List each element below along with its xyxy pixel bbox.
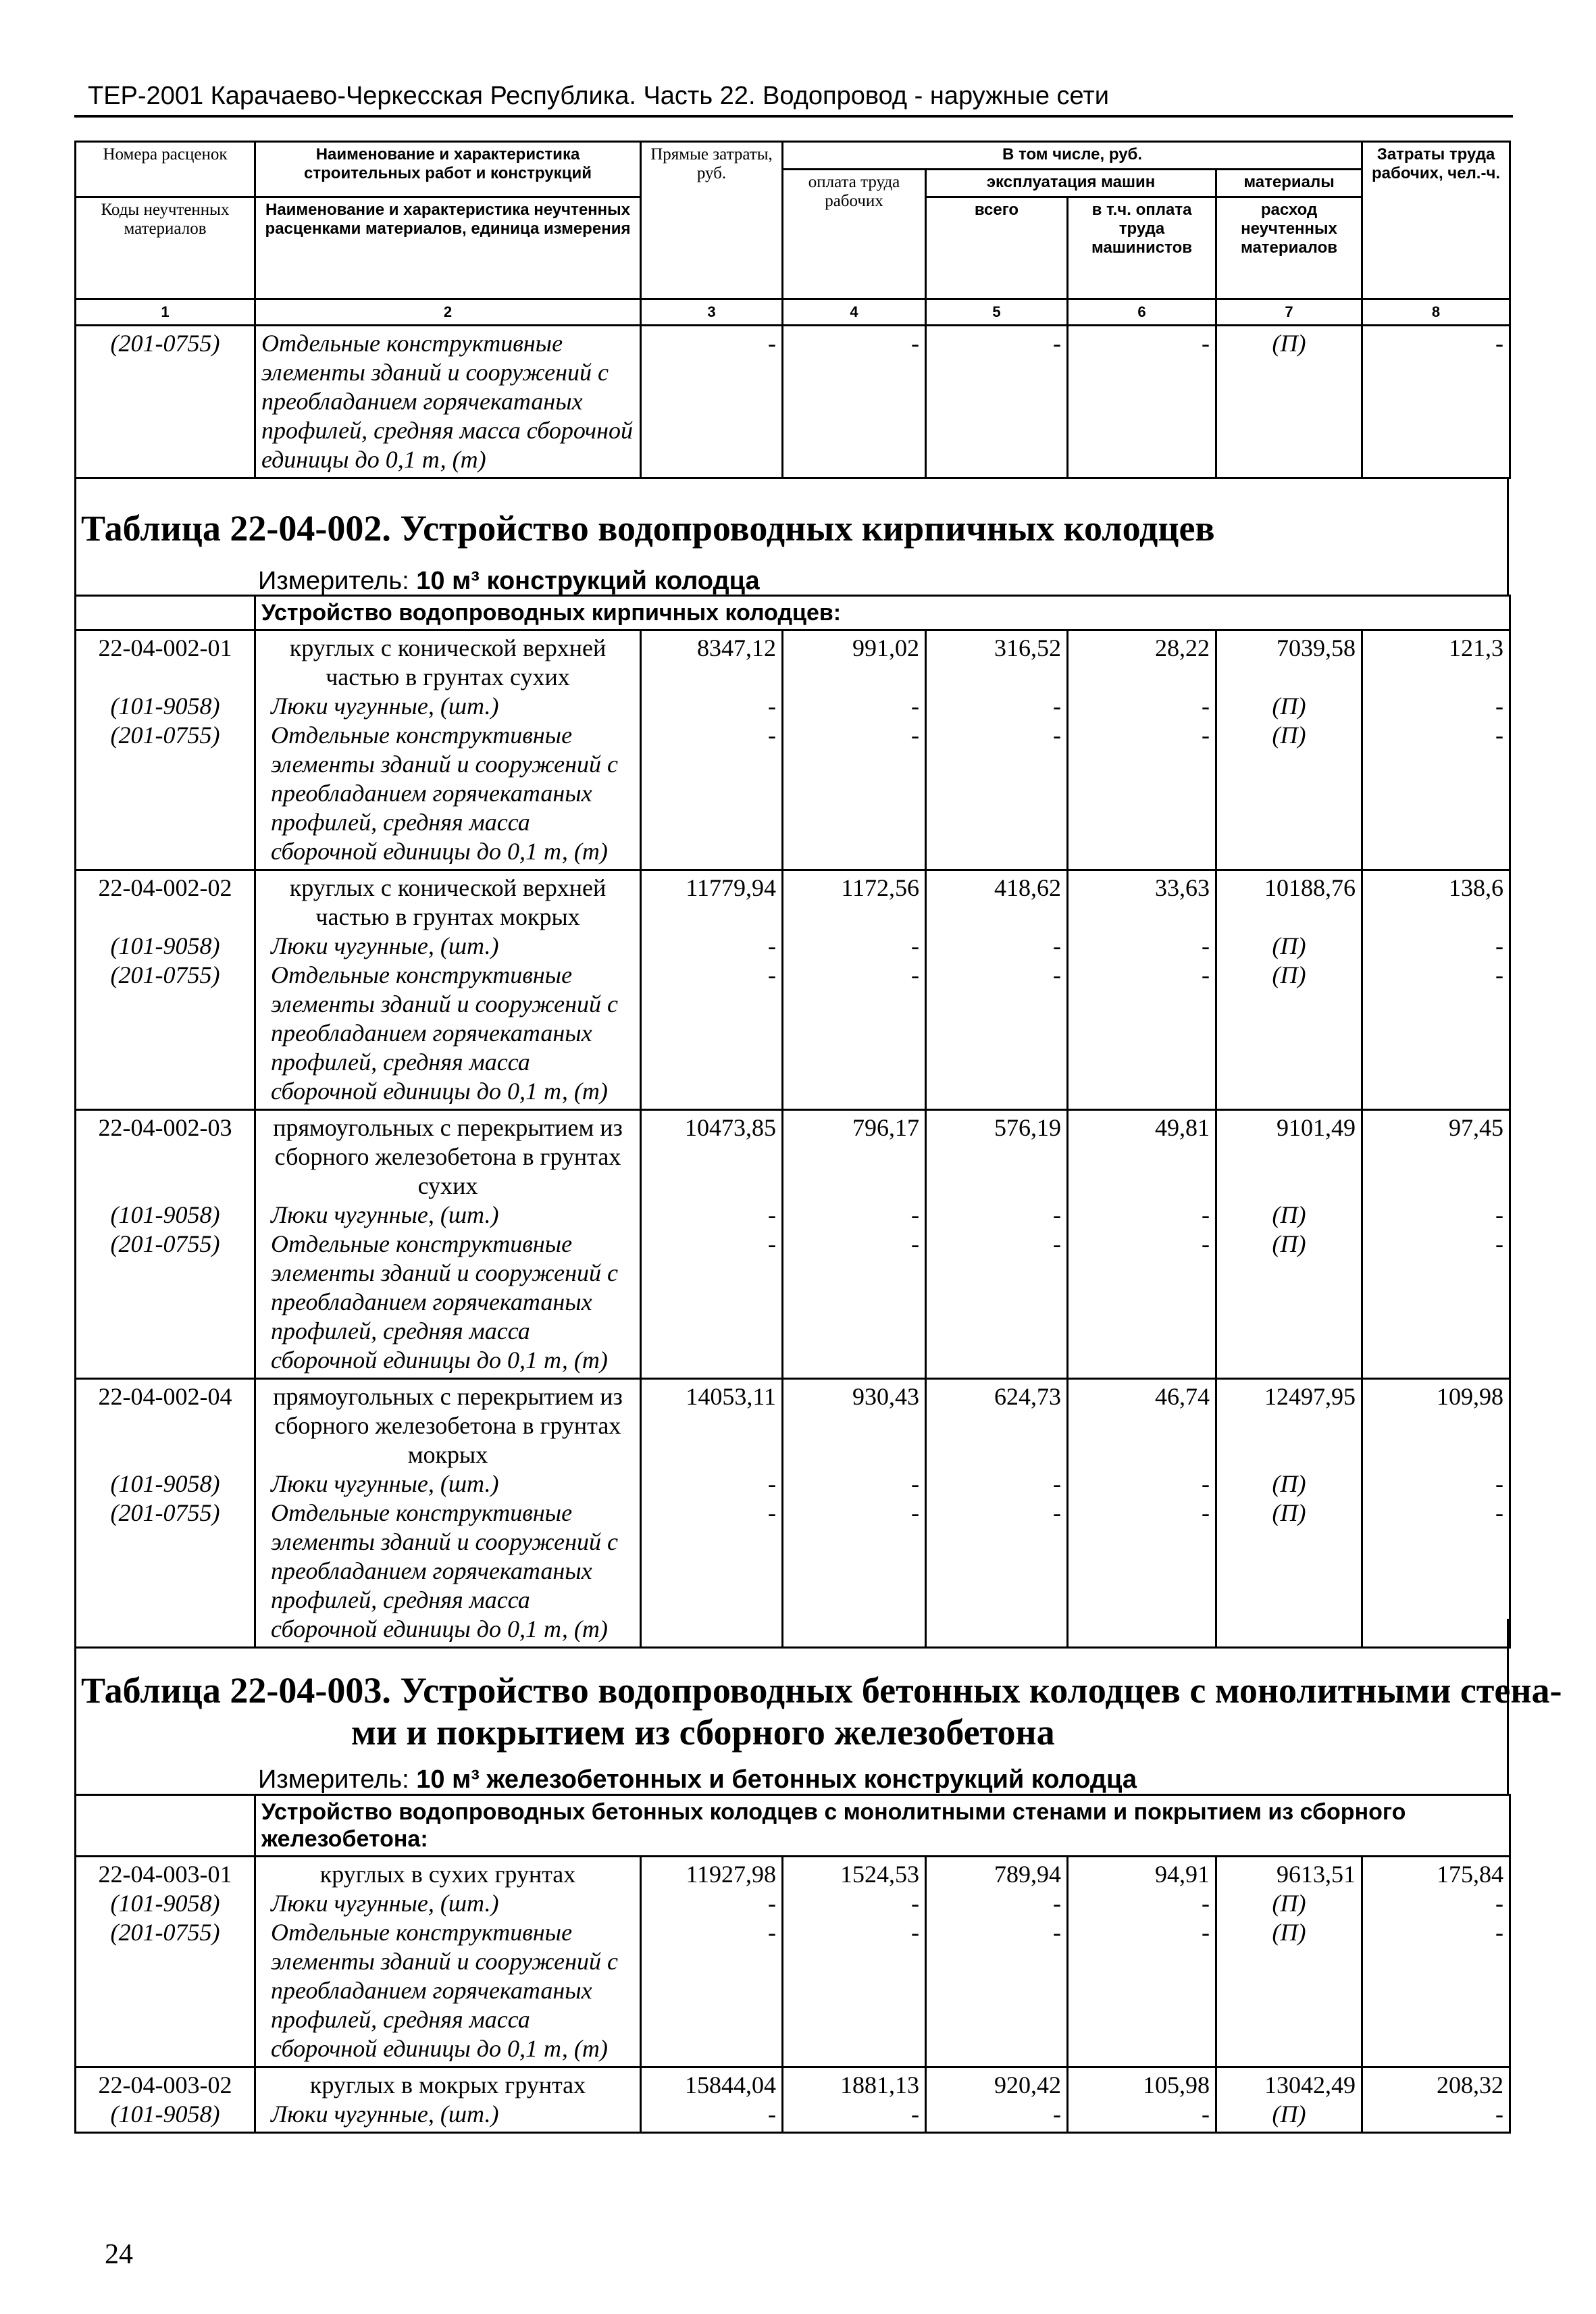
labor-cost — [783, 1857, 926, 2067]
material-name: Люки чугунные, (шт.) — [271, 1201, 499, 1228]
meter-label: Измеритель: — [258, 1765, 409, 1794]
material-cost-value: 10188,76 — [1264, 874, 1356, 901]
material-cost — [1216, 1857, 1362, 2067]
header-table — [74, 141, 1511, 479]
work-name: круглых с конической верхней частью в грунтах сухих — [289, 634, 607, 690]
dash-cell: - — [1495, 1470, 1504, 1497]
dash-cell: - — [1202, 722, 1210, 749]
dash-cell: - — [783, 326, 926, 478]
table3-title-line2: ми и покрытием из сборного железобетона — [351, 1712, 1055, 1753]
dash-cell: - — [1202, 932, 1210, 959]
spacer — [932, 903, 1061, 932]
labor-hours — [1362, 1379, 1510, 1648]
machine-cost-value: 920,42 — [994, 2071, 1061, 2098]
rate-code-text: 22-04-002-04 — [98, 1383, 232, 1410]
spacer — [1222, 663, 1356, 692]
table3-subheading: Устройство водопроводных бетонных колодцев с монолитными стенами и покрытием из сборного железобетона: — [255, 1795, 1510, 1857]
dash-cell: - — [1202, 961, 1210, 988]
spacer — [647, 1142, 776, 1201]
rate-code-text: 22-04-003-01 — [98, 1861, 232, 1888]
dash-cell: - — [911, 1890, 919, 1917]
running-title: ТЕР-2001 Карачаево-Черкесская Республика. Часть 22. Водопровод - наружные сети — [88, 82, 1110, 110]
material-mark: (П) — [1272, 722, 1306, 749]
dash-cell: - — [768, 1470, 776, 1497]
labor-hours — [1362, 1110, 1510, 1379]
col-number: 7 — [1216, 299, 1362, 326]
col3-label: Прямые затраты, руб. — [641, 142, 783, 299]
spacer — [932, 1411, 1061, 1469]
direct-cost-value: 10473,85 — [685, 1114, 776, 1141]
labor-cost — [783, 2067, 926, 2133]
labor-hours — [1362, 2067, 1510, 2133]
rate-code-text: 22-04-002-01 — [98, 634, 232, 661]
material-code: (201-0755) — [110, 1499, 220, 1526]
material-name: Люки чугунные, (шт.) — [271, 693, 499, 720]
dash-cell: - — [911, 2101, 919, 2128]
dash-cell: - — [1053, 932, 1061, 959]
dash-cell: - — [1053, 1499, 1061, 1526]
table2-meter — [258, 566, 760, 596]
dash-cell: - — [1495, 1230, 1504, 1257]
dash-cell: - — [1053, 961, 1061, 988]
spacer — [1222, 1411, 1356, 1469]
machine-cost-value: 576,19 — [994, 1114, 1061, 1141]
dash-cell: - — [911, 1499, 919, 1526]
dash-cell: - — [1202, 1201, 1210, 1228]
labor-hours-value: 175,84 — [1437, 1861, 1504, 1888]
spacer — [789, 663, 919, 692]
meter-value: 10 м³ конструкций колодца — [416, 567, 760, 595]
col2-bottom-label: Наименование и характеристика неучтенных расценками материалов, единица измерения — [255, 197, 641, 299]
rate-description — [255, 2067, 641, 2133]
rate-description — [255, 870, 641, 1110]
work-name: круглых в сухих грунтах — [319, 1861, 576, 1888]
dash-cell: - — [911, 693, 919, 720]
spacer — [82, 903, 249, 932]
meter-value: 10 м³ железобетонных и бетонных конструкций колодца — [416, 1765, 1137, 1794]
spacer — [1074, 903, 1210, 932]
material-name: Отдельные конструктивные элементы зданий и сооружений с преобладанием горячекатаных профилей, средняя масса сборочной единицы до 0,1 т, (т) — [271, 961, 619, 1105]
dash-cell: - — [1202, 1890, 1210, 1917]
rate-code — [76, 1379, 255, 1648]
col7-label: расход неучтенных материалов — [1216, 197, 1362, 299]
labor-cost-value: 991,02 — [852, 634, 919, 661]
dash-cell: - — [768, 1201, 776, 1228]
col1-top-label: Номера расценок — [76, 142, 255, 197]
rate-code-text: 22-04-002-02 — [98, 874, 232, 901]
dash-cell: - — [768, 932, 776, 959]
spacer — [1222, 1142, 1356, 1201]
direct-cost — [641, 630, 783, 870]
machinist-labor-cost — [1068, 630, 1216, 870]
machine-cost — [926, 870, 1068, 1110]
col-number: 2 — [255, 299, 641, 326]
machinist-labor-cost-value: 49,81 — [1155, 1114, 1210, 1141]
col-number: 3 — [641, 299, 783, 326]
spacer — [789, 903, 919, 932]
material-code: (101-9058) — [110, 1201, 220, 1228]
material-mark: (П) — [1272, 1499, 1306, 1526]
table2-title: Таблица 22-04-002. Устройство водопроводных кирпичных колодцев — [81, 508, 1215, 549]
machine-cost-value: 624,73 — [994, 1383, 1061, 1410]
direct-cost-value: 8347,12 — [697, 634, 776, 661]
dash-cell: - — [1053, 693, 1061, 720]
direct-cost — [641, 1379, 783, 1648]
col8-label: Затраты труда рабочих, чел.-ч. — [1362, 142, 1510, 299]
dash-cell: - — [1053, 722, 1061, 749]
machine-cost-value: 316,52 — [994, 634, 1061, 661]
dash-cell: - — [1495, 932, 1504, 959]
labor-cost-value: 1524,53 — [840, 1861, 919, 1888]
machine-cost-value: 418,62 — [994, 874, 1061, 901]
material-name: Отдельные конструктивные элементы зданий и сооружений с преобладанием горячекатаных профилей, средняя масса сборочной единицы до 0,1 т, (т) — [271, 1230, 619, 1374]
material-code: (101-9058) — [110, 1470, 220, 1497]
col-number: 4 — [783, 299, 926, 326]
material-cost — [1216, 2067, 1362, 2133]
dash-cell: - — [768, 1499, 776, 1526]
dash-cell: - — [768, 1230, 776, 1257]
material-name: Люки чугунные, (шт.) — [271, 932, 499, 959]
labor-hours-value: 208,32 — [1437, 2071, 1504, 2098]
spacer — [1368, 663, 1503, 692]
group-machines-label: эксплуатация машин — [926, 170, 1216, 197]
dash-cell: - — [1053, 1201, 1061, 1228]
material-mark: (П) — [1272, 1201, 1306, 1228]
page-number: 24 — [105, 2239, 133, 2270]
dash-cell: - — [1495, 2101, 1504, 2128]
dash-cell: - — [1053, 1230, 1061, 1257]
machine-cost — [926, 1110, 1068, 1379]
direct-cost — [641, 870, 783, 1110]
dash-cell: - — [768, 1890, 776, 1917]
machinist-labor-cost — [1068, 870, 1216, 1110]
dash-cell: - — [1053, 2101, 1061, 2128]
carryover-name: Отдельные конструктивные элементы зданий и сооружений с преобладанием горячекатаных профилей, средняя масса сборочной единицы до 0,1 т, (т) — [255, 326, 641, 478]
table-row — [76, 1110, 1510, 1379]
labor-cost-value: 796,17 — [852, 1114, 919, 1141]
spacer — [82, 1142, 249, 1201]
spacer — [789, 1411, 919, 1469]
dash-cell: - — [768, 722, 776, 749]
col4-label: оплата труда рабочих — [783, 170, 926, 299]
dash-cell: - — [768, 961, 776, 988]
rate-code — [76, 2067, 255, 2133]
material-code: (201-0755) — [110, 1919, 220, 1946]
dash-cell: - — [1202, 1230, 1210, 1257]
direct-cost-value: 11927,98 — [686, 1861, 776, 1888]
rate-code — [76, 630, 255, 870]
direct-cost-value: 14053,11 — [686, 1383, 776, 1410]
material-mark: (П) — [1272, 1890, 1306, 1917]
spacer — [1222, 903, 1356, 932]
spacer — [1368, 1411, 1503, 1469]
frame-left — [74, 1619, 76, 1794]
labor-hours-value: 109,98 — [1437, 1383, 1504, 1410]
dash-cell: - — [911, 932, 919, 959]
machinist-labor-value: 94,91 — [1155, 1861, 1210, 1888]
direct-cost — [641, 1110, 783, 1379]
labor-hours-value: 138,6 — [1449, 874, 1504, 901]
material-name: Отдельные конструктивные элементы зданий и сооружений с преобладанием горячекатаных профилей, средняя масса сборочной единицы до 0,1 т, (т) — [271, 1919, 619, 2062]
material-code: (101-9058) — [110, 1890, 220, 1917]
frame-left — [74, 478, 76, 597]
dash-cell: - — [1202, 1470, 1210, 1497]
direct-cost — [641, 1857, 783, 2067]
header-rule — [74, 115, 1513, 118]
material-name: Люки чугунные, (шт.) — [271, 1470, 499, 1497]
dash-cell: - — [1068, 326, 1216, 478]
material-mark: (П) — [1272, 1230, 1306, 1257]
spacer — [82, 1411, 249, 1469]
dash-cell: - — [1053, 1919, 1061, 1946]
material-code: (201-0755) — [110, 1230, 220, 1257]
labor-cost — [783, 630, 926, 870]
material-cost — [1216, 1110, 1362, 1379]
dash-cell: - — [1495, 1499, 1504, 1526]
table2-body — [76, 630, 1510, 1648]
labor-hours-value: 97,45 — [1449, 1114, 1504, 1141]
spacer — [1368, 1142, 1503, 1201]
material-mark: (П) — [1272, 2101, 1306, 2128]
machine-cost-value: 789,94 — [994, 1861, 1061, 1888]
group-incl-label: В том числе, руб. — [783, 142, 1362, 170]
table-row — [76, 1379, 1510, 1648]
rate-code — [76, 1857, 255, 2067]
table-row — [76, 630, 1510, 870]
rate-description — [255, 1110, 641, 1379]
material-cost-value: 13042,49 — [1264, 2071, 1356, 2098]
labor-hours-value: 121,3 — [1449, 634, 1504, 661]
machinist-labor-value: 105,98 — [1143, 2071, 1210, 2098]
material-mark: (П) — [1272, 932, 1306, 959]
dash-cell: - — [911, 1201, 919, 1228]
direct-cost-value: 11779,94 — [686, 874, 776, 901]
labor-hours — [1362, 1857, 1510, 2067]
machinist-labor-cost-value: 28,22 — [1155, 634, 1210, 661]
dash-cell: - — [911, 1470, 919, 1497]
work-name: прямоугольных с перекрытием из сборного железобетона в грунтах мокрых — [273, 1383, 623, 1468]
machine-cost — [926, 630, 1068, 870]
rate-code-text: 22-04-002-03 — [98, 1114, 232, 1141]
dash-cell: - — [1495, 1919, 1504, 1946]
material-mark: (П) — [1272, 693, 1306, 720]
machinist-labor-cost — [1068, 1379, 1216, 1648]
labor-cost — [783, 870, 926, 1110]
meter-label: Измеритель: — [258, 567, 409, 595]
machine-cost — [926, 1857, 1068, 2067]
labor-cost-value: 1172,56 — [841, 874, 919, 901]
col-number: 6 — [1068, 299, 1216, 326]
dash-cell: - — [768, 1919, 776, 1946]
machinist-labor-cost-value: 33,63 — [1155, 874, 1210, 901]
dash-cell: - — [911, 1919, 919, 1946]
col1-bottom-label: Коды неучтенных материалов — [76, 197, 255, 299]
carryover-row — [76, 326, 1510, 478]
spacer — [1074, 1411, 1210, 1469]
machinist-labor-cost — [1068, 1110, 1216, 1379]
rate-description — [255, 1857, 641, 2067]
material-cost-value: 12497,95 — [1264, 1383, 1356, 1410]
material-code: (101-9058) — [110, 693, 220, 720]
group-materials-label: материалы — [1216, 170, 1362, 197]
table3 — [74, 1794, 1511, 2134]
machinist-labor-cost — [1068, 2067, 1216, 2133]
material-name: Отдельные конструктивные элементы зданий и сооружений с преобладанием горячекатаных профилей, средняя масса сборочной единицы до 0,1 т, (т) — [271, 1499, 619, 1642]
material-mark: (П) — [1216, 326, 1362, 478]
spacer — [932, 663, 1061, 692]
spacer — [82, 663, 249, 692]
dash-cell: - — [1202, 693, 1210, 720]
material-cost-value: 9101,49 — [1277, 1114, 1356, 1141]
rate-description — [255, 1379, 641, 1648]
material-code: (101-9058) — [110, 2101, 220, 2128]
col2-top-label: Наименование и характеристика строительных работ и конструкций — [255, 142, 641, 197]
dash-cell: - — [1495, 1890, 1504, 1917]
dash-cell: - — [1202, 1919, 1210, 1946]
machine-cost — [926, 1379, 1068, 1648]
carryover-code: (201-0755) — [76, 326, 255, 478]
material-mark: (П) — [1272, 961, 1306, 988]
material-mark: (П) — [1272, 1470, 1306, 1497]
material-cost — [1216, 1379, 1362, 1648]
dash-cell: - — [1362, 326, 1510, 478]
material-cost — [1216, 630, 1362, 870]
spacer — [1074, 663, 1210, 692]
spacer — [647, 1411, 776, 1469]
material-mark: (П) — [1272, 1919, 1306, 1946]
material-cost — [1216, 870, 1362, 1110]
spacer — [932, 1142, 1061, 1201]
dash-cell: - — [1202, 2101, 1210, 2128]
spacer — [1368, 903, 1503, 932]
dash-cell: - — [926, 326, 1068, 478]
direct-cost — [641, 2067, 783, 2133]
dash-cell: - — [1053, 1890, 1061, 1917]
material-code: (201-0755) — [110, 722, 220, 749]
dash-cell: - — [1495, 961, 1504, 988]
dash-cell: - — [1202, 1499, 1210, 1526]
spacer — [789, 1142, 919, 1201]
work-name: круглых с конической верхней частью в грунтах мокрых — [289, 874, 607, 930]
dash-cell: - — [1053, 1470, 1061, 1497]
frame-right — [1507, 478, 1509, 597]
dash-cell: - — [641, 326, 783, 478]
direct-cost-value: 15844,04 — [685, 2071, 776, 2098]
table2 — [74, 595, 1511, 1649]
spacer — [647, 663, 776, 692]
machinist-labor-cost — [1068, 1857, 1216, 2067]
dash-cell: - — [911, 722, 919, 749]
spacer — [1074, 1142, 1210, 1201]
dash-cell: - — [1495, 693, 1504, 720]
dash-cell: - — [911, 1230, 919, 1257]
machinist-labor-cost-value: 46,74 — [1155, 1383, 1210, 1410]
spacer — [647, 903, 776, 932]
col6-label: в т.ч. оплата труда машинистов — [1068, 197, 1216, 299]
rate-code — [76, 870, 255, 1110]
table-row — [76, 1857, 1510, 2067]
table3-meter — [258, 1765, 1137, 1794]
material-cost-value: 7039,58 — [1277, 634, 1356, 661]
dash-cell: - — [1495, 722, 1504, 749]
table3-title-line1: Таблица 22-04-003. Устройство водопроводных бетонных колодцев с монолитными стена- — [81, 1670, 1562, 1711]
table-row — [76, 2067, 1510, 2133]
dash-cell: - — [911, 961, 919, 988]
dash-cell: - — [768, 2101, 776, 2128]
material-name: Люки чугунные, (шт.) — [271, 1890, 499, 1917]
dash-cell: - — [768, 693, 776, 720]
labor-cost — [783, 1110, 926, 1379]
material-cost-value: 9613,51 — [1277, 1861, 1356, 1888]
col-number: 8 — [1362, 299, 1510, 326]
dash-cell: - — [1495, 1201, 1504, 1228]
table2-subheading: Устройство водопроводных кирпичных колодцев: — [255, 596, 1510, 630]
labor-cost-value: 930,43 — [852, 1383, 919, 1410]
subheading-spacer — [76, 1795, 255, 1857]
machine-cost — [926, 2067, 1068, 2133]
labor-cost-value: 1881,13 — [840, 2071, 919, 2098]
material-name: Люки чугунные, (шт.) — [271, 2101, 499, 2128]
col5-label: всего — [926, 197, 1068, 299]
rate-description — [255, 630, 641, 870]
table-row — [76, 870, 1510, 1110]
material-code: (201-0755) — [110, 961, 220, 988]
rate-code-text: 22-04-003-02 — [98, 2071, 232, 2098]
labor-cost — [783, 1379, 926, 1648]
labor-hours — [1362, 870, 1510, 1110]
col-number: 1 — [76, 299, 255, 326]
rate-code — [76, 1110, 255, 1379]
material-name: Отдельные конструктивные элементы зданий и сооружений с преобладанием горячекатаных профилей, средняя масса сборочной единицы до 0,1 т, (т) — [271, 722, 619, 865]
labor-hours — [1362, 630, 1510, 870]
work-name: круглых в мокрых грунтах — [309, 2071, 586, 2098]
material-code: (101-9058) — [110, 932, 220, 959]
work-name: прямоугольных с перекрытием из сборного железобетона в грунтах сухих — [273, 1114, 623, 1199]
subheading-spacer — [76, 596, 255, 630]
col-number: 5 — [926, 299, 1068, 326]
